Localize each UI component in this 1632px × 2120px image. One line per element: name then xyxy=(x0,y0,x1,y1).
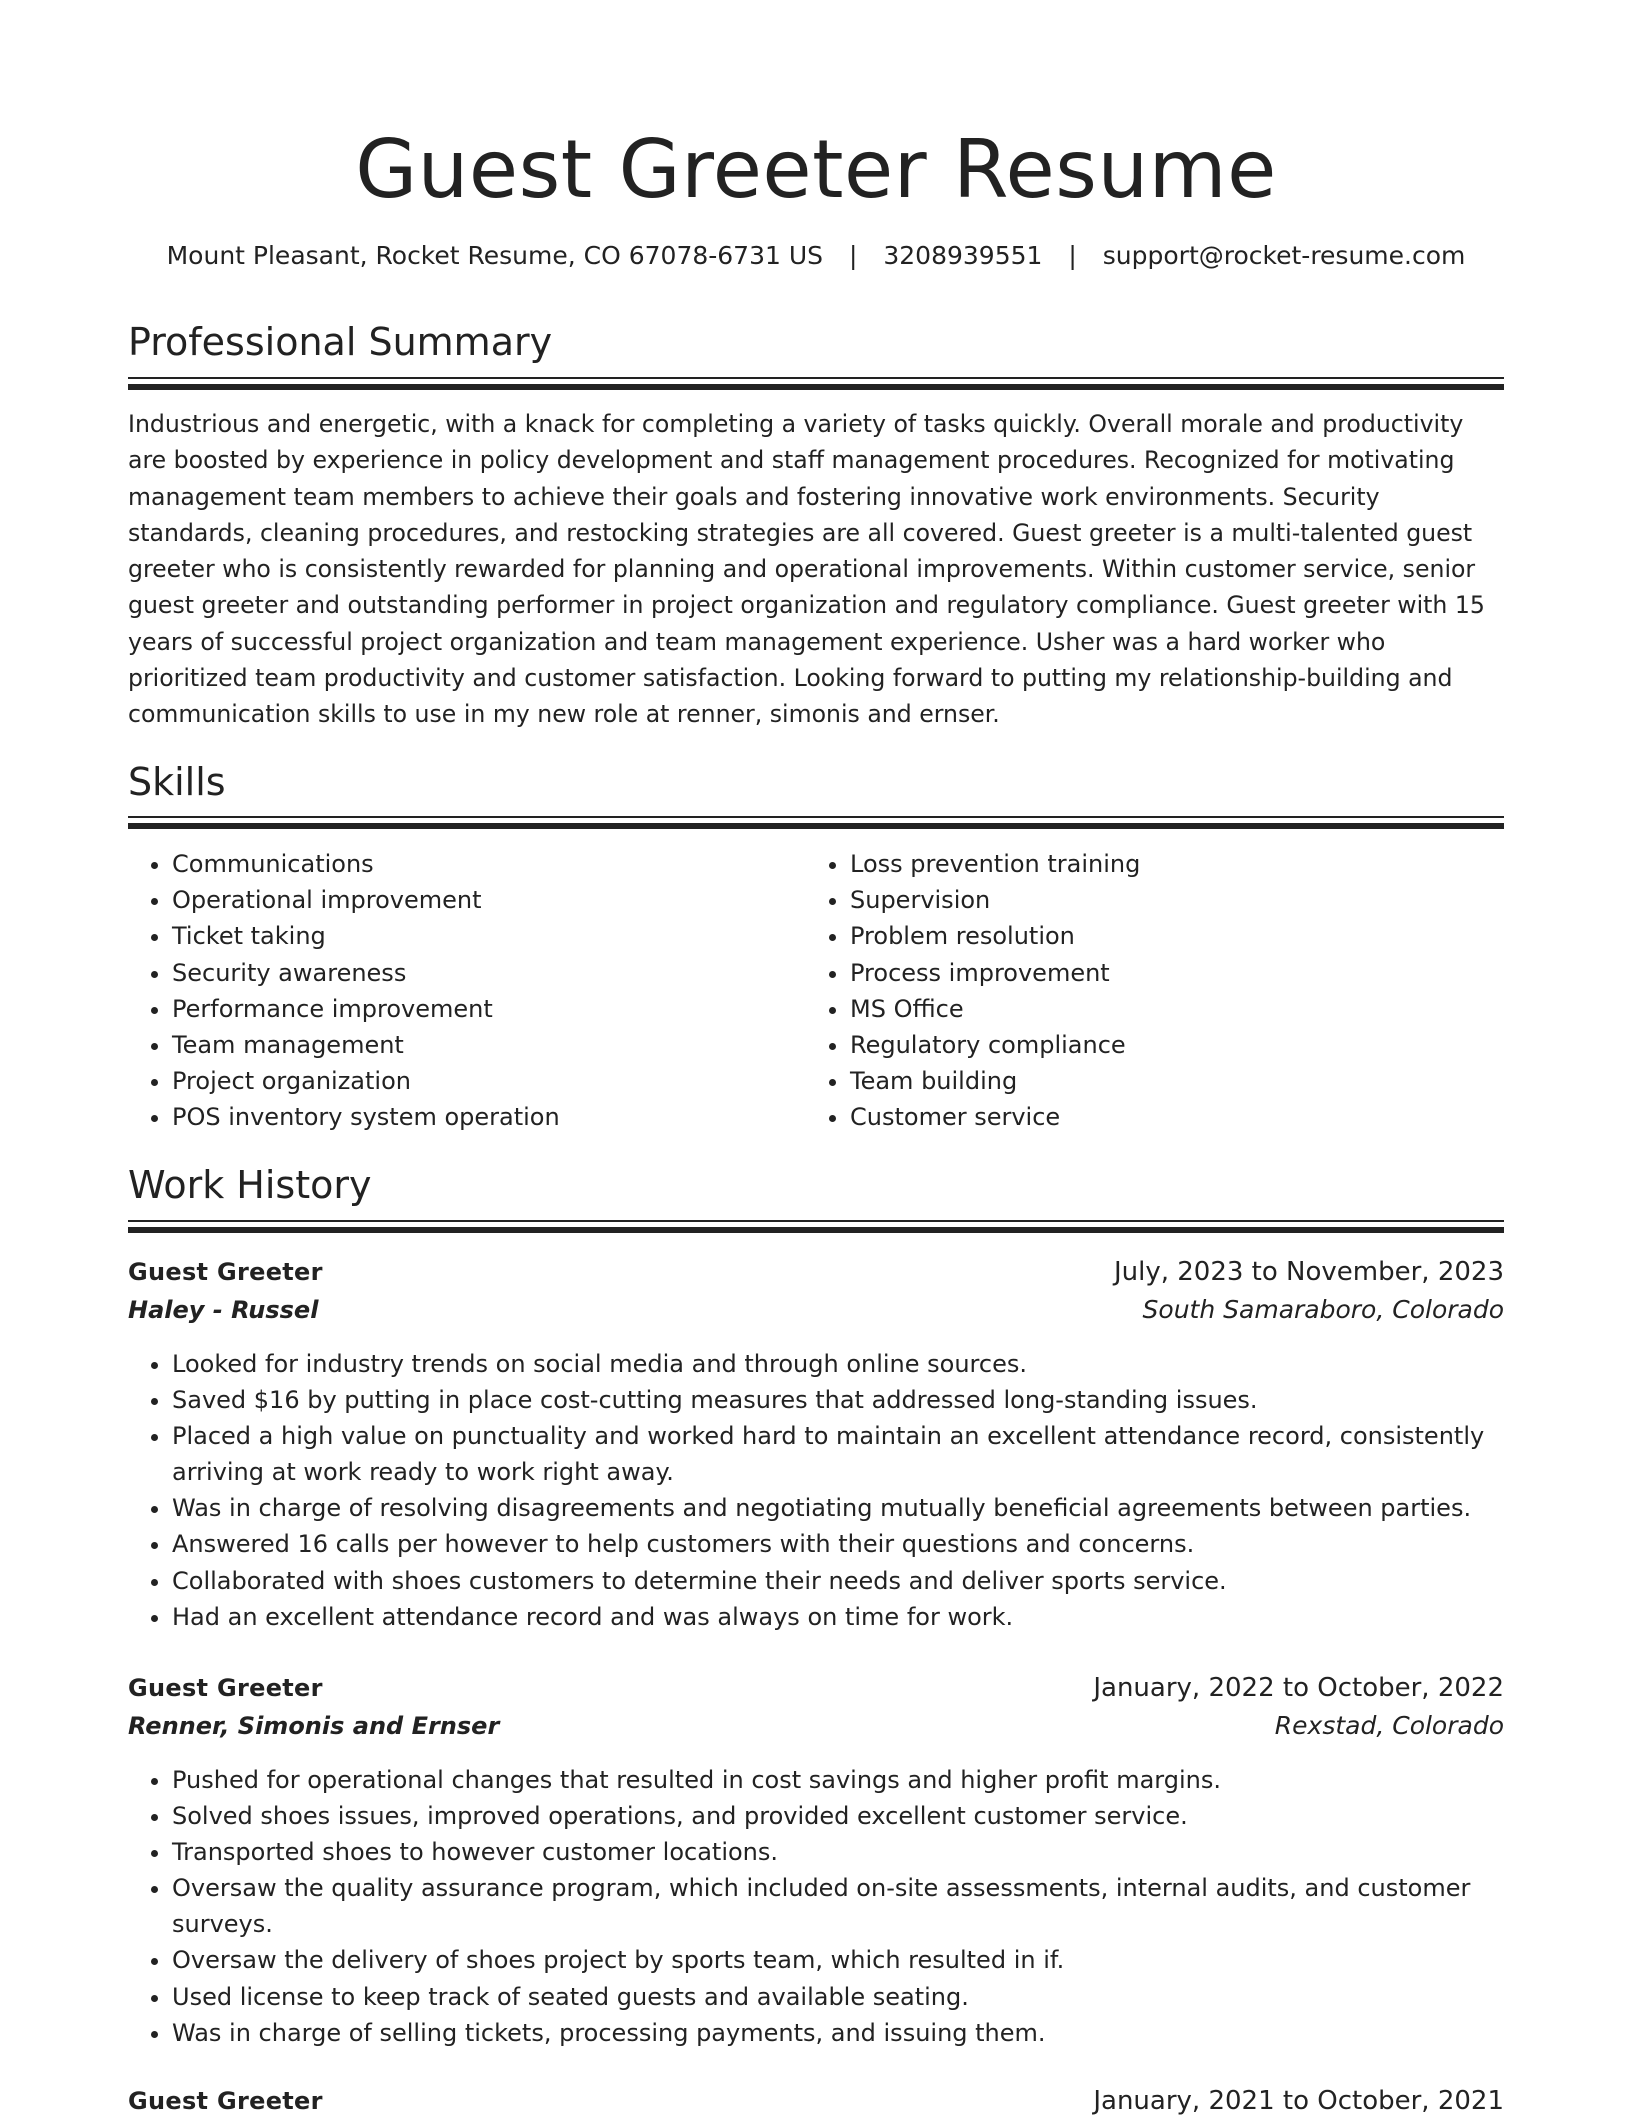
section-title-summary: Professional Summary xyxy=(128,320,553,364)
skill-item: • Team building xyxy=(850,1063,1484,1099)
skill-item: • MS Office xyxy=(850,991,1484,1027)
duty-item: • Used license to keep track of seated guests and available seating. xyxy=(172,1979,1504,2015)
duty-item: • Collaborated with shoes customers to determine their needs and deliver sports service. xyxy=(172,1563,1504,1599)
skill-item: • Team management xyxy=(172,1027,806,1063)
job-title: Guest Greeter xyxy=(128,2087,323,2115)
section-divider xyxy=(128,377,1504,391)
section-title-skills: Skills xyxy=(128,760,226,804)
contact-separator: | xyxy=(1068,241,1077,270)
duty-item: • Answered 16 calls per however to help customers with their questions and concerns. xyxy=(172,1526,1504,1562)
skill-item: • Process improvement xyxy=(850,955,1484,991)
section-title-work-history: Work History xyxy=(128,1163,372,1207)
duty-item: • Was in charge of resolving disagreements and negotiating mutually beneficial agreements between parties. xyxy=(172,1490,1504,1526)
skill-item: • Communications xyxy=(172,846,806,882)
skill-item: • Supervision xyxy=(850,882,1484,918)
job-entry-header xyxy=(128,2082,1504,2120)
skills-list xyxy=(128,846,1504,1136)
contact-phone: 3208939551 xyxy=(883,241,1043,270)
job-entry-header xyxy=(128,1253,1504,1329)
section-divider xyxy=(128,1220,1504,1234)
duty-item: • Had an excellent attendance record and was always on time for work. xyxy=(172,1599,1504,1635)
skills-column-left xyxy=(128,846,806,1136)
skill-item: • Ticket taking xyxy=(172,918,806,954)
skill-item: • Loss prevention training xyxy=(850,846,1484,882)
duty-item: • Transported shoes to however customer locations. xyxy=(172,1834,1504,1870)
skill-item: • Problem resolution xyxy=(850,918,1484,954)
job-title: Guest Greeter xyxy=(128,1674,323,1702)
duty-item: • Looked for industry trends on social media and through online sources. xyxy=(172,1346,1504,1382)
resume-title: Guest Greeter Resume xyxy=(355,123,1277,216)
skill-item: • POS inventory system operation xyxy=(172,1099,806,1135)
skill-item: • Performance improvement xyxy=(172,991,806,1027)
job-title: Guest Greeter xyxy=(128,1258,323,1286)
skill-item: • Operational improvement xyxy=(172,882,806,918)
skill-item: • Customer service xyxy=(850,1099,1484,1135)
duty-item: • Placed a high value on punctuality and worked hard to maintain an excellent attendance record, consistently arriving at work ready to work right away. xyxy=(172,1418,1504,1490)
skills-column-right xyxy=(806,846,1484,1136)
skill-item: • Regulatory compliance xyxy=(850,1027,1484,1063)
contact-address: Mount Pleasant, Rocket Resume, CO 67078-6731 US xyxy=(166,241,824,270)
duty-item: • Solved shoes issues, improved operations, and provided excellent customer service. xyxy=(172,1798,1504,1834)
job-dates: July, 2023 to November, 2023 xyxy=(1113,1257,1504,1287)
skill-item: • Project organization xyxy=(172,1063,806,1099)
contact-line xyxy=(128,238,1504,274)
duty-item: • Was in charge of selling tickets, processing payments, and issuing them. xyxy=(172,2015,1504,2051)
job-location: South Samaraboro, Colorado xyxy=(1142,1295,1504,1324)
job-dates: January, 2021 to October, 2021 xyxy=(1093,2086,1504,2116)
contact-email: support@rocket-resume.com xyxy=(1102,241,1466,270)
job-dates: January, 2022 to October, 2022 xyxy=(1093,1673,1504,1703)
job-duties xyxy=(128,1346,1504,1635)
job-location: Rexstad, Colorado xyxy=(1274,1711,1504,1740)
skill-item: • Security awareness xyxy=(172,955,806,991)
duty-item: • Pushed for operational changes that resulted in cost savings and higher profit margins. xyxy=(172,1762,1504,1798)
summary-text: Industrious and energetic, with a knack for completing a variety of tasks quickly. Overall morale and productivity are boosted by experience in policy development and staff management procedures. Recognized for motivating management team members to achieve their goals and fostering innovative work environments. Security standards, cleaning procedures, and restocking strategies are all covered. Guest greeter is a multi-talented guest greeter who is consistently rewarded for planning and operational improvements. Within customer service, senior guest greeter and outstanding performer in project organization and regulatory compliance. Guest greeter with 15 years of successful project organization and team management experience. Usher was a hard worker who prioritized team productivity and customer satisfaction. Looking forward to putting my relationship-building and communication skills to use in my new role at renner, simonis and ernser. xyxy=(128,410,1485,729)
section-divider xyxy=(128,816,1504,830)
job-company: Haley - Russel xyxy=(128,1296,319,1324)
duty-item: • Oversaw the quality assurance program, which included on-site assessments, internal audits, and customer surveys. xyxy=(172,1870,1504,1942)
job-entry-header xyxy=(128,1669,1504,1745)
job-company: Renner, Simonis and Ernser xyxy=(128,1712,500,1740)
job-duties xyxy=(128,1762,1504,2051)
duty-item: • Oversaw the delivery of shoes project by sports team, which resulted in if. xyxy=(172,1942,1504,1978)
contact-separator: | xyxy=(848,241,858,270)
duty-item: • Saved $16 by putting in place cost-cutting measures that addressed long-standing issues. xyxy=(172,1382,1504,1418)
